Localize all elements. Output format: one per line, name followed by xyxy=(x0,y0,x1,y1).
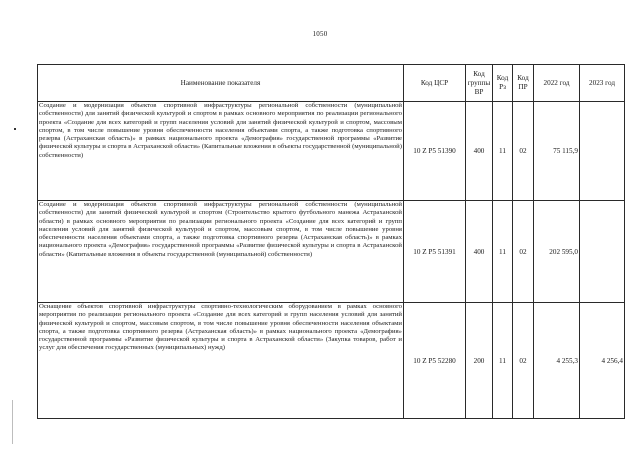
page-number: 1050 xyxy=(312,30,328,38)
row-value-2022: 4 255,3 xyxy=(534,303,580,419)
row-name: Создание и модернизация объектов спортивной инфраструктуры региональной собственности (муниципальной собственности) для занятий физической культурой и спортом в рамках основного мероприятия по реализации регионального проекта «Создание для всех категорий и групп населения условий для занятий физической культурой и спортом, массовым спортом, в том числе повышение уровня обеспеченности населения объектами спорта, а также подготовка спортивного резерва (Астраханская область)» в рамках национального проекта «Демография» государственной программы «Развитие физической культуры и спорта в Астраханской области» (Капитальные вложения в объекты государственной (муниципальной) собственности) xyxy=(38,102,404,201)
row-rz: 11 xyxy=(493,102,513,201)
table-row xyxy=(38,102,625,201)
row-rz: 11 xyxy=(493,201,513,303)
row-group: 400 xyxy=(466,102,493,201)
header-group: Код группы ВР xyxy=(466,65,493,102)
row-group: 200 xyxy=(466,303,493,419)
header-2022: 2022 год xyxy=(534,65,580,102)
row-group: 400 xyxy=(466,201,493,303)
row-pr: 02 xyxy=(513,201,534,303)
row-code: 10 Z P5 51390 xyxy=(404,102,466,201)
header-pr: Код ПР xyxy=(513,65,534,102)
header-name: Наименование показателя xyxy=(38,65,404,102)
row-value-2022: 75 115,9 xyxy=(534,102,580,201)
row-code: 10 Z P5 51391 xyxy=(404,201,466,303)
row-pr: 02 xyxy=(513,303,534,419)
header-code: Код ЦСР xyxy=(404,65,466,102)
row-name: Создание и модернизация объектов спортивной инфраструктуры региональной собственности (муниципальной собственности) для занятий физической культурой и спортом (Строительство крытого футбольного манежа Астраханской области) в рамках основного мероприятия по реализации регионального проекта «Создание для всех категорий и групп населения условий для занятий физической культурой и спортом, массовым спортом, в том числе повышение уровня обеспеченности населения объектами спорта, а также подготовка спортивного резерва (Астраханская область)» в рамках национального проекта «Демография» государственной программы «Развитие физической культуры и спорта в Астраханской области» (Капитальные вложения в объекты государственной (муниципальной) собственности) xyxy=(38,201,404,303)
budget-table xyxy=(37,64,625,419)
row-name: Оснащение объектов спортивной инфраструктуры спортивно-технологическим оборудованием в рамках основного мероприятия по реализации регионального проекта «Создание для всех категорий и групп населения условий для занятий физической культурой и спортом, массовым спортом, в том числе повышение уровня обеспеченности населения объектами спорта, а также подготовка спортивного резерва (Астраханская область)» в рамках национального проекта «Демография» государственной программы «Развитие физической культуры и спорта в Астраханской области» (Закупка товаров, работ и услуг для обеспечения государственных (муниципальных) нужд) xyxy=(38,303,404,419)
header-rz: Код Рз xyxy=(493,65,513,102)
row-value-2023: 4 256,4 xyxy=(580,303,625,419)
row-rz: 11 xyxy=(493,303,513,419)
row-value-2022: 202 595,0 xyxy=(534,201,580,303)
row-value-2023 xyxy=(580,102,625,201)
table-row xyxy=(38,201,625,303)
header-2023: 2023 год xyxy=(580,65,625,102)
row-pr: 02 xyxy=(513,102,534,201)
scan-mark xyxy=(14,128,16,130)
scan-margin-line xyxy=(12,400,13,444)
header-row xyxy=(38,65,625,102)
row-value-2023 xyxy=(580,201,625,303)
row-code: 10 Z P5 52280 xyxy=(404,303,466,419)
table-row xyxy=(38,303,625,419)
